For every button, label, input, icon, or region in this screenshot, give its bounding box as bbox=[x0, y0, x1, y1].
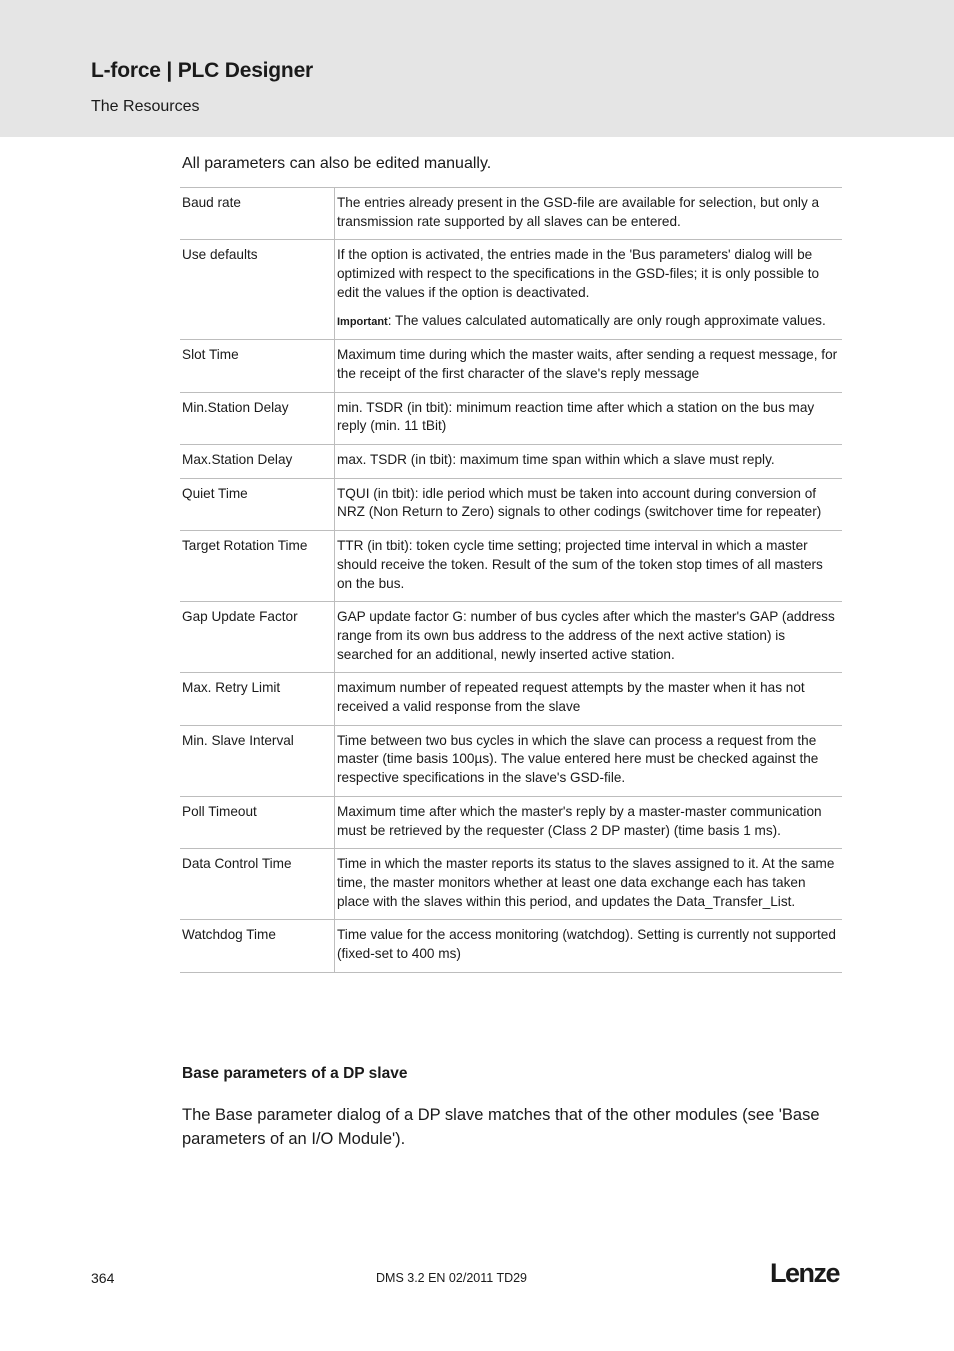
important-note bbox=[337, 312, 840, 332]
table-row bbox=[180, 602, 842, 673]
parameter-name: Watchdog Time bbox=[180, 920, 335, 972]
document-title: L-force | PLC Designer bbox=[91, 59, 314, 82]
parameter-name: Max.Station Delay bbox=[180, 445, 335, 479]
parameter-name: Min.Station Delay bbox=[180, 392, 335, 444]
table-row bbox=[180, 240, 842, 340]
parameter-description: Time value for the access monitoring (watchdog). Setting is currently not supported (fixed-set to 400 ms) bbox=[335, 920, 843, 972]
important-text: : The values calculated automatically are only rough approximate values. bbox=[387, 312, 826, 328]
parameter-description-text: If the option is activated, the entries made in the 'Bus parameters' dialog will be optimized with respect to the specifications in the GSD-files; it is only possible to edit the values if the option is deactivated. bbox=[337, 247, 820, 300]
table-row bbox=[180, 392, 842, 444]
section-heading: Base parameters of a DP slave bbox=[182, 1065, 408, 1082]
table-row bbox=[180, 188, 842, 240]
important-label: Important bbox=[337, 315, 388, 328]
page-number: 364 bbox=[91, 1270, 115, 1286]
parameter-name: Use defaults bbox=[180, 240, 335, 340]
page-header bbox=[0, 0, 954, 137]
parameter-description: Maximum time during which the master waits, after sending a request message, for the receipt of the first character of the slave's reply message bbox=[335, 340, 843, 392]
document-id: DMS 3.2 EN 02/2011 TD29 bbox=[376, 1271, 528, 1285]
parameter-description: TQUI (in tbit): idle period which must be taken into account during conversion of NRZ (Non Return to Zero) signals to other codings (switchover time for repeater) bbox=[335, 478, 843, 530]
parameter-name: Max. Retry Limit bbox=[180, 673, 335, 725]
table-row bbox=[180, 920, 842, 972]
parameter-name: Min. Slave Interval bbox=[180, 725, 335, 796]
parameter-name: Poll Timeout bbox=[180, 796, 335, 848]
parameter-name: Target Rotation Time bbox=[180, 531, 335, 602]
lenze-logo: Lenze bbox=[770, 1258, 840, 1288]
parameter-description: Time in which the master reports its status to the slaves assigned to it. At the same time, the master monitors whether at least one data exchange each has taken place with the slaves within this period, and updates the Data_Transfer_List. bbox=[335, 849, 843, 920]
table-row bbox=[180, 796, 842, 848]
parameter-name: Quiet Time bbox=[180, 478, 335, 530]
table-row bbox=[180, 478, 842, 530]
parameter-description: The entries already present in the GSD-file are available for selection, but only a transmission rate supported by all slaves can be entered. bbox=[335, 188, 843, 240]
parameter-description: TTR (in tbit): token cycle time setting; projected time interval in which a master should receive the token. Result of the sum of the token stop times of all masters on the bus. bbox=[335, 531, 843, 602]
table-row bbox=[180, 725, 842, 796]
parameter-name: Slot Time bbox=[180, 340, 335, 392]
document-subtitle: The Resources bbox=[91, 98, 200, 115]
parameter-description bbox=[335, 240, 843, 340]
table-row bbox=[180, 673, 842, 725]
parameter-name: Baud rate bbox=[180, 188, 335, 240]
parameter-description: Maximum time after which the master's reply by a master-master communication must be retrieved by the requester (Class 2 DP master) (time basis 1 ms). bbox=[335, 796, 843, 848]
parameter-description: min. TSDR (in tbit): minimum reaction time after which a station on the bus may reply (min. 11 tBit) bbox=[335, 392, 843, 444]
table-row bbox=[180, 340, 842, 392]
table-row bbox=[180, 849, 842, 920]
intro-text: All parameters can also be edited manually. bbox=[182, 155, 492, 172]
parameter-description: Time between two bus cycles in which the slave can process a request from the master (time basis 100µs). The value entered here must be checked against the respective specifications in the slave's GSD-file. bbox=[335, 725, 843, 796]
table-row bbox=[180, 445, 842, 479]
parameter-description: max. TSDR (in tbit): maximum time span within which a slave must reply. bbox=[335, 445, 843, 479]
table-row bbox=[180, 531, 842, 602]
parameter-name: Data Control Time bbox=[180, 849, 335, 920]
parameter-description: GAP update factor G: number of bus cycles after which the master's GAP (address range from its own bus address to the address of the next active station) is searched for an additional, newly inserted active station. bbox=[335, 602, 843, 673]
section-body: The Base parameter dialog of a DP slave matches that of the other modules (see 'Base parameters of an I/O Module'). bbox=[182, 1106, 820, 1148]
parameter-description: maximum number of repeated request attempts by the master when it has not received a valid response from the slave bbox=[335, 673, 843, 725]
parameter-name: Gap Update Factor bbox=[180, 602, 335, 673]
parameters-table bbox=[180, 187, 842, 973]
